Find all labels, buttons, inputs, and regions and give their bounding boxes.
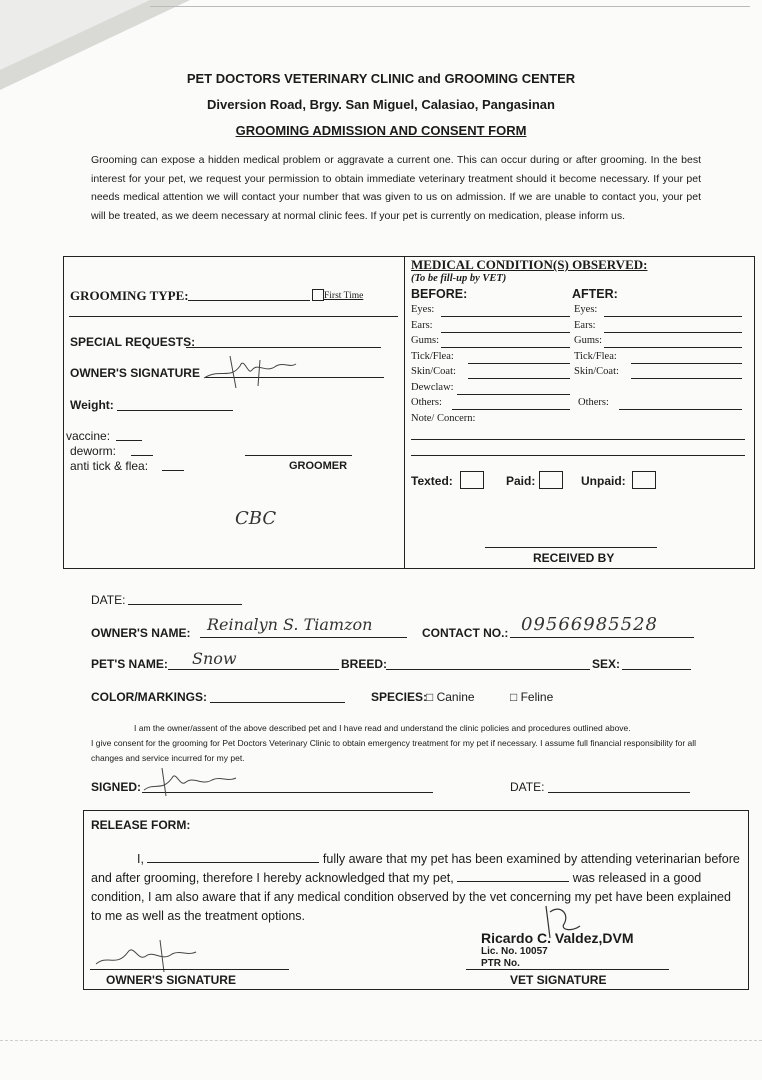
deworm-field[interactable] [131,455,153,456]
first-time-label: First Time [324,291,364,301]
anti-tick-field[interactable] [162,470,184,471]
weight-field[interactable] [117,410,233,411]
after-label-3: Tick/Flea: [574,350,617,362]
owners-name-value: Reinalyn S. Tiamzon [207,615,373,634]
color-markings-label: COLOR/MARKINGS: [91,690,207,704]
groomer-handwriting: CBC [235,508,277,529]
note-line-1[interactable] [411,439,745,440]
consent-text-2: I give consent for the grooming for Pet Doctors Veterinary Clinic to obtain emergency treatment for my pet if necessary. I assume full financial responsibility for all changes and service incurred for my pet. [91,738,697,763]
owner-signature-scribble [200,348,300,390]
vet-signature-caption: VET SIGNATURE [510,973,607,987]
grooming-type-field[interactable] [188,300,310,301]
before-label-5: Dewclaw: [411,381,454,393]
after-label-2: Gums: [574,335,603,346]
consent-text-1: I am the owner/assent of the above described pet and I have read and understand the clinic policies and procedures outlined above. [134,723,631,733]
owner-signature-line[interactable] [90,969,289,970]
vet-signature-line[interactable] [466,969,669,970]
received-by-field[interactable] [485,547,657,548]
release-text-3: was released in a good condition, I am also aware that if any medical condition observed by the vet concerning my pet have been explained to me as well as the treatment options. [91,871,731,923]
release-paragraph [91,850,743,926]
vet-ptr: PTR No. [481,958,520,969]
medical-title: MEDICAL CONDITION(S) OBSERVED: [411,257,648,272]
release-text-2: fully aware that my pet has been examined by attending veterinarian before and after grooming, therefore I hereby acknowledged that my pet, [91,852,740,885]
after-field-3[interactable] [631,363,742,364]
texted-label: Texted: [411,474,453,488]
folded-corner-highlight [0,0,150,70]
after-field-1[interactable] [604,332,742,333]
vaccine-label: vaccine: [66,429,111,443]
pets-name-value: Snow [192,649,237,668]
page-top-edge [150,6,750,7]
before-label-0: Eyes: [411,304,435,315]
after-field-0[interactable] [604,316,742,317]
after-label-0: Eyes: [574,304,598,315]
after-label-4: Skin/Coat: [574,366,619,377]
before-label-6: Others: [411,397,442,408]
sex-label: SEX: [592,657,621,671]
vet-name: Ricardo C. Valdez,DVM [481,930,634,946]
owners-name-label: OWNER'S NAME: [91,626,191,640]
vaccine-field[interactable] [116,440,142,441]
signed-date-field[interactable] [548,792,690,793]
species-canine-option[interactable]: □ Canine [426,690,475,704]
medical-subtitle: (To be fill-up by VET) [411,273,507,284]
signed-label: SIGNED: [91,780,142,794]
paid-label: Paid: [506,474,536,488]
contact-no-field[interactable] [510,637,694,638]
contact-no-value: 09566985528 [521,614,658,635]
color-markings-field[interactable] [210,702,345,703]
before-field-1[interactable] [441,332,570,333]
column-divider [404,257,405,568]
weight-label: Weight: [70,398,114,412]
after-label-5: Others: [578,397,609,408]
release-text-1: I, [137,852,144,866]
pets-name-label: PET'S NAME: [91,657,168,671]
intro-paragraph: Grooming can expose a hidden medical problem or aggravate a current one. This can occur during or after grooming. In the best interest for your pet, we request your permission to obtain immediate veterinary treatment should it become necessary. If your pet needs medical attention we will contact your number that was given to us on admission. If we are unable to contact you, your pet will be treated, as we deem necessary at normal clinic fees. If your pet is currently on medication, please inform us. [91,154,701,222]
received-by-label: RECEIVED BY [533,551,615,565]
form-title: GROOMING ADMISSION AND CONSENT FORM [235,123,527,138]
groomer-label: GROOMER [289,460,348,472]
first-time-checkbox[interactable] [312,289,324,301]
date-field[interactable] [128,604,242,605]
before-field-2[interactable] [441,347,570,348]
note-label: Note/ Concern: [411,413,476,424]
pets-name-field[interactable] [168,669,339,670]
before-field-6[interactable] [452,409,570,410]
signed-date-label: DATE: [510,780,545,794]
vet-license: Lic. No. 10057 [481,946,548,957]
page-bottom-edge [0,1040,762,1041]
contact-no-label: CONTACT NO.: [422,626,509,640]
species-label: SPECIES: [371,690,428,704]
texted-checkbox[interactable] [460,471,484,489]
clinic-address: Diversion Road, Brgy. San Miguel, Calasiao, Pangasinan [207,97,555,112]
before-field-5[interactable] [457,394,570,395]
before-label: BEFORE: [411,287,468,301]
after-label-1: Ears: [574,319,596,331]
species-feline-option[interactable]: □ Feline [510,690,554,704]
after-field-4[interactable] [631,378,742,379]
note-line-2[interactable] [411,455,745,456]
after-label: AFTER: [572,287,618,301]
deworm-label: deworm: [70,444,117,458]
before-label-4: Skin/Coat: [411,366,456,377]
after-field-2[interactable] [604,347,742,348]
breed-label: BREED: [341,657,388,671]
grooming-type-extra-line[interactable] [69,316,398,317]
unpaid-checkbox[interactable] [632,471,656,489]
clinic-name: PET DOCTORS VETERINARY CLINIC and GROOMING CENTER [186,71,576,86]
release-title: RELEASE FORM: [91,818,191,832]
before-field-0[interactable] [441,316,570,317]
paid-checkbox[interactable] [539,471,563,489]
before-label-3: Tick/Flea: [411,350,454,362]
before-label-1: Ears: [411,319,433,331]
release-owner-name-field[interactable] [147,862,319,863]
before-label-2: Gums: [411,335,440,346]
date-label: DATE: [91,593,126,607]
after-field-5[interactable] [619,409,742,410]
owners-signature-label: OWNER'S SIGNATURE [70,366,200,380]
before-field-4[interactable] [468,378,570,379]
release-pet-name-field[interactable] [457,881,569,882]
owners-name-field[interactable] [200,637,407,638]
grooming-type-label: GROOMING TYPE: [70,288,189,303]
before-field-3[interactable] [468,363,570,364]
anti-tick-label: anti tick & flea: [70,459,149,473]
breed-field[interactable] [386,669,590,670]
special-requests-label: SPECIAL REQUESTS: [70,335,196,349]
unpaid-label: Unpaid: [581,474,626,488]
sex-field[interactable] [622,669,691,670]
consent-signature-scribble [140,764,240,800]
groomer-signature-field[interactable] [245,455,352,456]
owners-signature-caption: OWNER'S SIGNATURE [106,973,236,987]
